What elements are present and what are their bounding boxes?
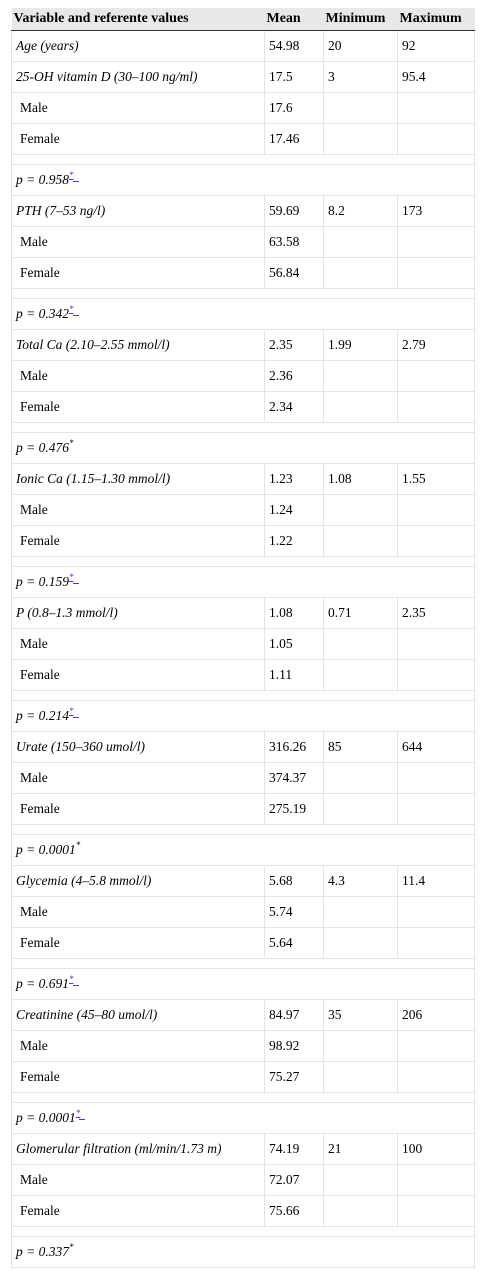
empty-cell	[324, 1164, 398, 1195]
variable-name: P (0.8–1.3 mmol/l)	[12, 597, 265, 628]
female-mean-value: 17.46	[265, 123, 324, 154]
footnote-mark: *	[75, 839, 81, 850]
mean-value: 316.26	[265, 731, 324, 762]
empty-cell	[398, 1030, 475, 1061]
spacer-row	[12, 690, 475, 700]
variable-name: PTH (7–53 ng/l)	[12, 195, 265, 226]
sex-label: Male	[12, 1164, 265, 1195]
table-body	[12, 30, 475, 1267]
male-mean-value: 5.74	[265, 896, 324, 927]
mean-value: 5.68	[265, 865, 324, 896]
minimum-value: 1.99	[324, 329, 398, 360]
empty-cell	[324, 257, 398, 288]
empty-cell	[398, 628, 475, 659]
variable-name: Glycemia (4–5.8 mmol/l)	[12, 865, 265, 896]
variable-name: Creatinine (45–80 umol/l)	[12, 999, 265, 1030]
spacer-cell	[12, 958, 475, 968]
p-value-cell	[12, 1236, 475, 1267]
empty-cell	[324, 494, 398, 525]
empty-cell	[324, 1195, 398, 1226]
sex-label: Female	[12, 1195, 265, 1226]
footnote-mark: *	[69, 437, 74, 448]
header-minimum: Minimum	[324, 8, 398, 30]
footnote-link[interactable]: *	[69, 705, 74, 716]
sex-label: Female	[12, 525, 265, 556]
sex-label: Female	[12, 793, 265, 824]
empty-cell	[398, 360, 475, 391]
table-row-male	[12, 896, 475, 927]
p-value-cell	[12, 1102, 475, 1133]
empty-cell	[398, 793, 475, 824]
footnote-link[interactable]: *	[69, 571, 74, 582]
mean-value: 2.35	[265, 329, 324, 360]
p-value-cell	[12, 700, 475, 731]
spacer-cell	[12, 1092, 475, 1102]
sex-label: Female	[12, 257, 265, 288]
female-mean-value: 5.64	[265, 927, 324, 958]
mean-value: 17.5	[265, 61, 324, 92]
minimum-value: 35	[324, 999, 398, 1030]
footnote-link[interactable]: *	[69, 169, 74, 180]
mean-value: 84.97	[265, 999, 324, 1030]
spacer-row	[12, 288, 475, 298]
male-mean-value: 1.05	[265, 628, 324, 659]
sex-label: Male	[12, 494, 265, 525]
minimum-value: 1.08	[324, 463, 398, 494]
table-row-female	[12, 391, 475, 422]
empty-cell	[398, 257, 475, 288]
table-row-female	[12, 1061, 475, 1092]
p-value-row	[12, 968, 475, 999]
variable-name: Age (years)	[12, 30, 265, 61]
empty-cell	[324, 659, 398, 690]
spacer-cell	[12, 1226, 475, 1236]
footnote-dash	[73, 583, 79, 584]
p-value-text: p = 0.0001	[16, 841, 76, 857]
minimum-value: 21	[324, 1133, 398, 1164]
p-value-text: p = 0.691	[16, 975, 69, 991]
empty-cell	[398, 1195, 475, 1226]
sex-label: Male	[12, 226, 265, 257]
spacer-cell	[12, 824, 475, 834]
table-row	[12, 999, 475, 1030]
p-value-row	[12, 164, 475, 195]
spacer-row	[12, 824, 475, 834]
female-mean-value: 1.11	[265, 659, 324, 690]
p-value-cell	[12, 432, 475, 463]
empty-cell	[324, 628, 398, 659]
empty-cell	[398, 659, 475, 690]
maximum-value: 2.79	[398, 329, 475, 360]
p-value-text: p = 0.159	[16, 573, 69, 589]
maximum-value: 1.55	[398, 463, 475, 494]
empty-cell	[324, 762, 398, 793]
table-row-female	[12, 257, 475, 288]
table-row-female	[12, 927, 475, 958]
mean-value: 1.08	[265, 597, 324, 628]
sex-label: Male	[12, 762, 265, 793]
empty-cell	[398, 494, 475, 525]
empty-cell	[398, 226, 475, 257]
table-row-male	[12, 226, 475, 257]
maximum-value: 206	[398, 999, 475, 1030]
maximum-value: 92	[398, 30, 475, 61]
spacer-row	[12, 1092, 475, 1102]
spacer-row	[12, 1226, 475, 1236]
p-value-text: p = 0.958	[16, 171, 69, 187]
header-maximum: Maximum	[398, 8, 475, 30]
footnote-mark: *	[69, 1241, 74, 1252]
p-value-text: p = 0.0001	[16, 1109, 76, 1125]
table-row-male	[12, 762, 475, 793]
male-mean-value: 98.92	[265, 1030, 324, 1061]
empty-cell	[324, 896, 398, 927]
footnote-link[interactable]: *	[75, 1107, 81, 1118]
spacer-row	[12, 958, 475, 968]
table-row	[12, 61, 475, 92]
spacer-row	[12, 154, 475, 164]
maximum-value: 95.4	[398, 61, 475, 92]
empty-cell	[324, 1061, 398, 1092]
empty-cell	[398, 896, 475, 927]
table-row	[12, 597, 475, 628]
table-row-female	[12, 525, 475, 556]
table-row-female	[12, 1195, 475, 1226]
minimum-value: 20	[324, 30, 398, 61]
empty-cell	[324, 92, 398, 123]
maximum-value: 173	[398, 195, 475, 226]
table-row-female	[12, 123, 475, 154]
p-value-text: p = 0.342	[16, 305, 69, 321]
p-value-cell	[12, 164, 475, 195]
female-mean-value: 275.19	[265, 793, 324, 824]
male-mean-value: 72.07	[265, 1164, 324, 1195]
female-mean-value: 56.84	[265, 257, 324, 288]
female-mean-value: 75.66	[265, 1195, 324, 1226]
maximum-value: 2.35	[398, 597, 475, 628]
footnote-dash	[73, 717, 79, 718]
p-value-cell	[12, 566, 475, 597]
empty-cell	[398, 391, 475, 422]
spacer-cell	[12, 154, 475, 164]
footnote-dash	[73, 985, 79, 986]
minimum-value: 85	[324, 731, 398, 762]
empty-cell	[398, 92, 475, 123]
p-value-row	[12, 298, 475, 329]
empty-cell	[398, 762, 475, 793]
p-value-text: p = 0.337	[16, 1243, 69, 1259]
p-value-row	[12, 1236, 475, 1267]
table-row-male	[12, 1030, 475, 1061]
empty-cell	[324, 1030, 398, 1061]
sex-label: Male	[12, 1030, 265, 1061]
table-row-male	[12, 360, 475, 391]
sex-label: Female	[12, 927, 265, 958]
sex-label: Male	[12, 360, 265, 391]
spacer-row	[12, 422, 475, 432]
empty-cell	[324, 123, 398, 154]
table-row	[12, 30, 475, 61]
footnote-link[interactable]: *	[69, 973, 74, 984]
p-value-row	[12, 432, 475, 463]
footnote-link[interactable]: *	[69, 303, 74, 314]
sex-label: Male	[12, 628, 265, 659]
table-row	[12, 463, 475, 494]
header-mean: Mean	[265, 8, 324, 30]
table-row	[12, 195, 475, 226]
p-value-cell	[12, 968, 475, 999]
p-value-row	[12, 566, 475, 597]
p-value-row	[12, 1102, 475, 1133]
male-mean-value: 63.58	[265, 226, 324, 257]
table-row	[12, 865, 475, 896]
male-mean-value: 1.24	[265, 494, 324, 525]
minimum-value: 8.2	[324, 195, 398, 226]
male-mean-value: 2.36	[265, 360, 324, 391]
sex-label: Female	[12, 123, 265, 154]
empty-cell	[398, 123, 475, 154]
footnote-dash	[73, 181, 79, 182]
spacer-cell	[12, 422, 475, 432]
header-variable: Variable and referente values	[12, 8, 265, 30]
spacer-cell	[12, 556, 475, 566]
p-value-text: p = 0.476	[16, 439, 69, 455]
table-row-female	[12, 659, 475, 690]
spacer-cell	[12, 690, 475, 700]
female-mean-value: 1.22	[265, 525, 324, 556]
footnote-dash	[73, 315, 79, 316]
table-row-male	[12, 628, 475, 659]
empty-cell	[398, 1061, 475, 1092]
mean-value: 1.23	[265, 463, 324, 494]
table-header	[12, 8, 475, 30]
sex-label: Female	[12, 659, 265, 690]
p-value-text: p = 0.214	[16, 707, 69, 723]
table-row-male	[12, 494, 475, 525]
empty-cell	[324, 525, 398, 556]
empty-cell	[324, 226, 398, 257]
female-mean-value: 2.34	[265, 391, 324, 422]
male-mean-value: 17.6	[265, 92, 324, 123]
minimum-value: 4.3	[324, 865, 398, 896]
table-row-male	[12, 92, 475, 123]
maximum-value: 100	[398, 1133, 475, 1164]
p-value-cell	[12, 298, 475, 329]
footnote-dash	[79, 1119, 85, 1120]
female-mean-value: 75.27	[265, 1061, 324, 1092]
mean-value: 74.19	[265, 1133, 324, 1164]
data-table	[11, 8, 475, 1268]
maximum-value: 11.4	[398, 865, 475, 896]
empty-cell	[324, 793, 398, 824]
table-row-female	[12, 793, 475, 824]
sex-label: Male	[12, 92, 265, 123]
p-value-row	[12, 700, 475, 731]
variable-name: Urate (150–360 umol/l)	[12, 731, 265, 762]
spacer-row	[12, 556, 475, 566]
minimum-value: 0.71	[324, 597, 398, 628]
minimum-value: 3	[324, 61, 398, 92]
sex-label: Male	[12, 896, 265, 927]
table-row-male	[12, 1164, 475, 1195]
p-value-row	[12, 834, 475, 865]
table-row	[12, 1133, 475, 1164]
variable-name: Glomerular filtration (ml/min/1.73 m)	[12, 1133, 265, 1164]
sex-label: Female	[12, 391, 265, 422]
male-mean-value: 374.37	[265, 762, 324, 793]
empty-cell	[398, 525, 475, 556]
sex-label: Female	[12, 1061, 265, 1092]
empty-cell	[324, 391, 398, 422]
empty-cell	[324, 927, 398, 958]
spacer-cell	[12, 288, 475, 298]
variable-name: Ionic Ca (1.15–1.30 mmol/l)	[12, 463, 265, 494]
table-row	[12, 731, 475, 762]
table-row	[12, 329, 475, 360]
variable-name: 25-OH vitamin D (30–100 ng/ml)	[12, 61, 265, 92]
mean-value: 59.69	[265, 195, 324, 226]
empty-cell	[398, 1164, 475, 1195]
p-value-cell	[12, 834, 475, 865]
mean-value: 54.98	[265, 30, 324, 61]
maximum-value: 644	[398, 731, 475, 762]
empty-cell	[324, 360, 398, 391]
empty-cell	[398, 927, 475, 958]
variable-name: Total Ca (2.10–2.55 mmol/l)	[12, 329, 265, 360]
